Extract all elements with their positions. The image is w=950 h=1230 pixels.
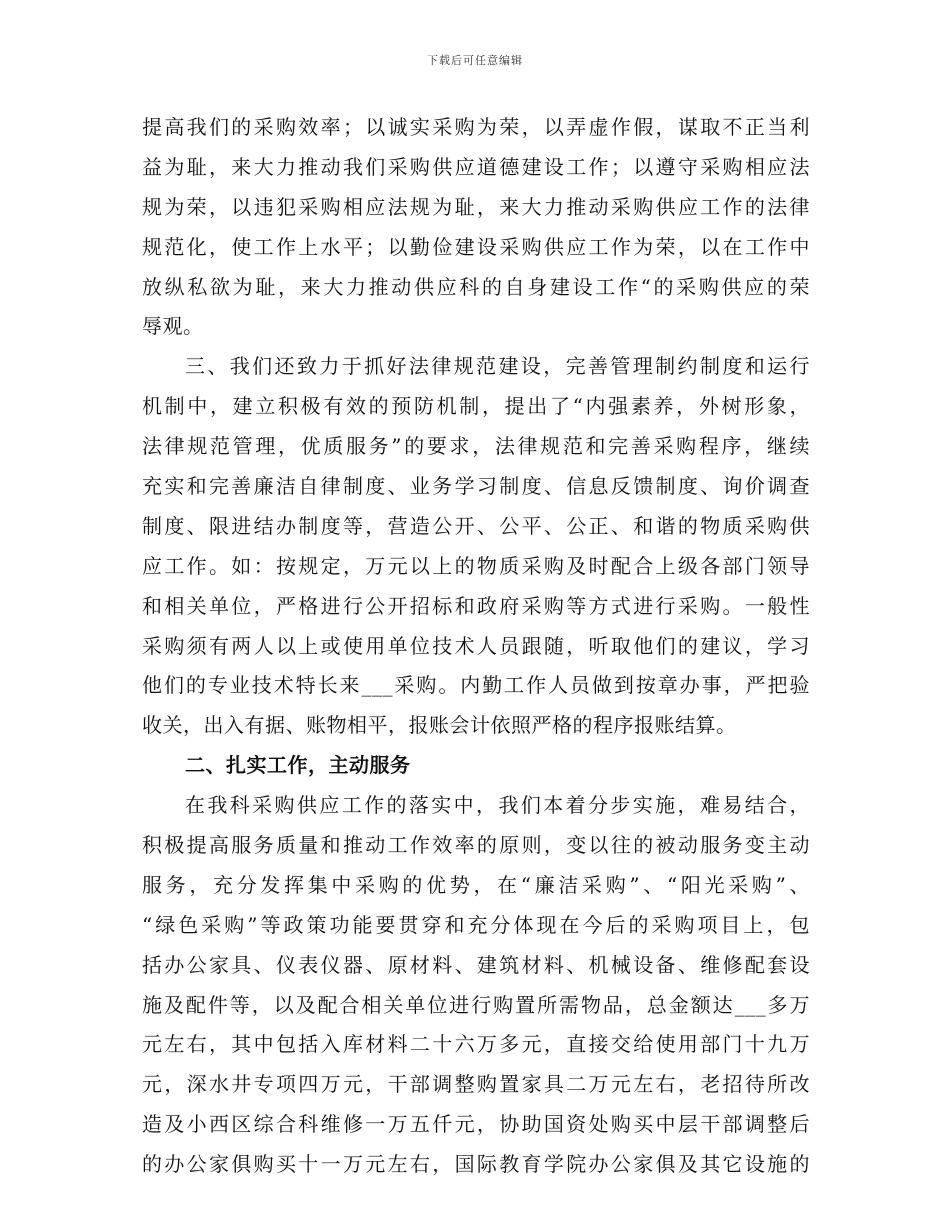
paragraph-start-line: 三、我们还致力于抓好法律规范建设，完善管理制约制度和运行	[185, 354, 810, 379]
text-line: 规为荣，以违犯采购相应法规为耻，来大力推动采购供应工作的法律	[142, 194, 810, 219]
paragraph-start-line: 在我科采购供应工作的落实中，我们本着分步实施，难易结合，	[185, 793, 810, 818]
text-line: 提高我们的采购效率；以诚实采购为荣，以弄虚作假，谋取不正当利	[142, 115, 810, 139]
text-line: 造及小西区综合科维修一万五仟元，协助国资处购买中层干部调整后	[142, 1112, 810, 1137]
text-line: 收关，出入有据、账物相平，报账会计依照严格的程序报账结算。	[142, 713, 737, 738]
text-line: 采购须有两人以上或使用单位技术人员跟随，听取他们的建议，学习	[142, 633, 810, 658]
text-line: 元左右，其中包括入库材料二十六万多元，直接交给使用部门十九万	[142, 1032, 810, 1057]
document-body	[142, 108, 810, 1185]
text-line: 辱观。	[142, 314, 204, 339]
text-line: 服务，充分发挥集中采购的优势，在“廉洁采购”、“阳光采购”、	[142, 872, 810, 897]
text-line: “绿色采购”等政策功能要贯穿和充分体现在今后的采购项目上，包	[142, 912, 810, 937]
text-line: 法律规范管理，优质服务”的要求，法律规范和完善采购程序，继续	[142, 434, 810, 459]
text-line: 和相关单位，严格进行公开招标和政府采购等方式进行采购。一般性	[142, 593, 810, 618]
text-line: 积极提高服务质量和推动工作效率的原则，变以往的被动服务变主动	[142, 833, 810, 858]
text-line: 的办公家俱购买十一万元左右，国际教育学院办公家俱及其它设施的	[142, 1152, 810, 1177]
text-line: 规范化，使工作上水平；以勤俭建设采购供应工作为荣，以在工作中	[142, 234, 810, 259]
text-line: 应工作。如：按规定，万元以上的物质采购及时配合上级各部门领导	[142, 553, 810, 578]
text-line: 放纵私欲为耻，来大力推动供应科的自身建设工作“的采购供应的荣	[142, 274, 810, 299]
text-line: 机制中，建立积极有效的预防机制，提出了“内强素养，外树形象，	[142, 394, 810, 419]
text-line: 他们的专业技术特长来___采购。内勤工作人员做到按章办事，严把验	[142, 673, 810, 698]
page-header: 下载后可任意编辑	[427, 54, 523, 67]
text-line: 益为耻，来大力推动我们采购供应道德建设工作；以遵守采购相应法	[142, 154, 810, 179]
text-line: 元，深水井专项四万元，干部调整购置家具二万元左右，老招待所改	[142, 1072, 810, 1097]
text-line: 括办公家具、仪表仪器、原材料、建筑材料、机械设备、维修配套设	[142, 952, 810, 977]
text-line: 充实和完善廉洁自律制度、业务学习制度、信息反馈制度、询价调查	[142, 474, 810, 499]
section-heading: 二、扎实工作，主动服务	[185, 753, 411, 778]
text-line: 施及配件等，以及配合相关单位进行购置所需物品，总金额达___多万	[142, 992, 810, 1017]
text-line: 制度、限进结办制度等，营造公开、公平、公正、和谐的物质采购供	[142, 513, 810, 538]
